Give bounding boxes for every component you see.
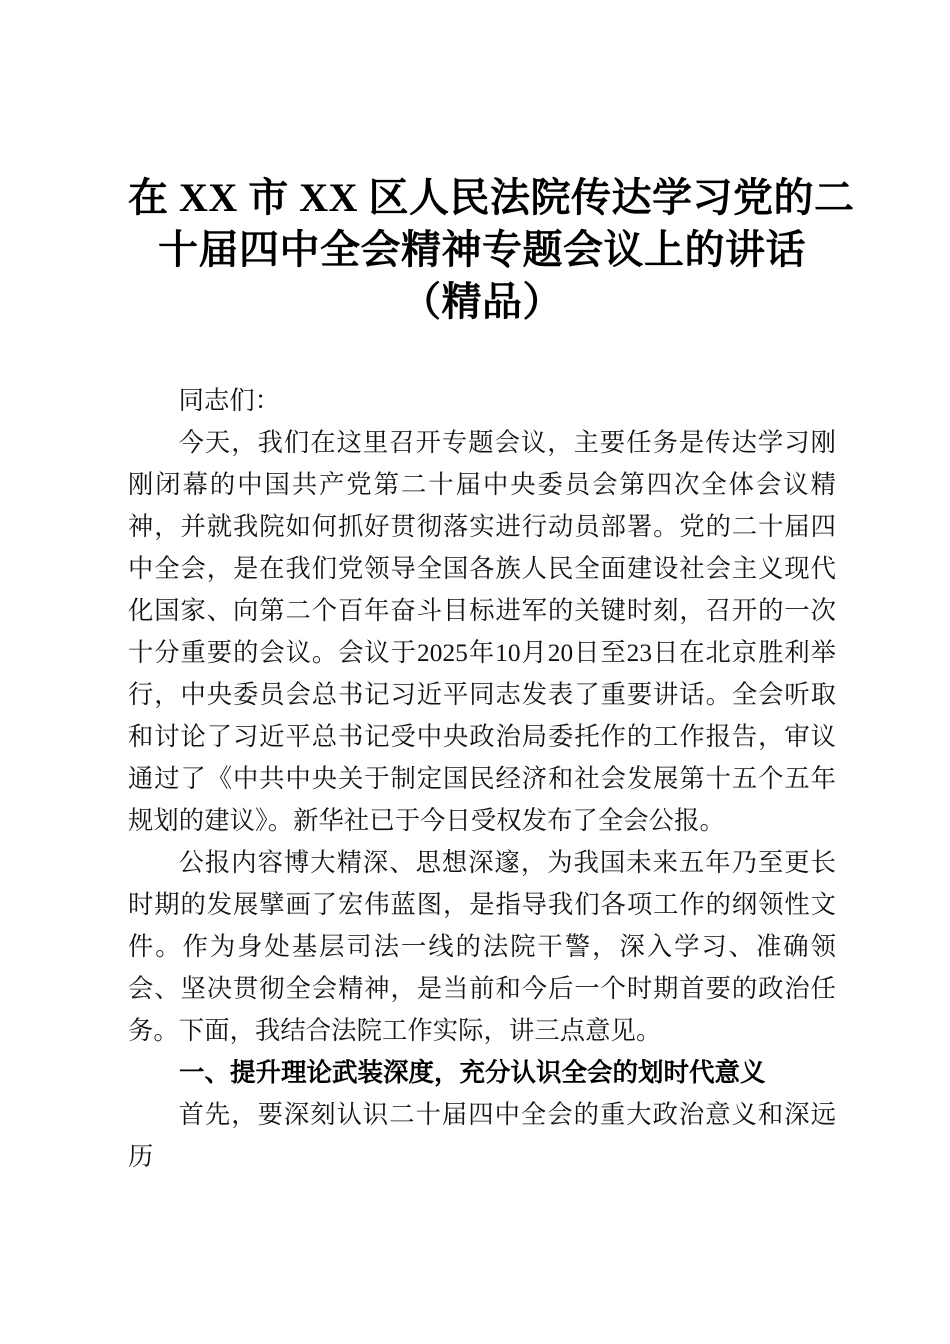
title-body-gap [128, 328, 836, 380]
salutation: 同志们： [178, 387, 281, 415]
section-heading-1: 一、提升理论武装深度，充分认识全会的划时代意义 [179, 1059, 766, 1087]
paragraph-2: 公报内容博大精深、思想深邃，为我国未来五年乃至更长时期的发展擘画了宏伟蓝图，是指导我们各项工作的纲领性文件。作为身处基层司法一线的法院干警，深入学习、准确领会、坚决贯彻全会精神，是当前和今后一个时期首要的政治任务。下面，我结合法院工作实际，讲三点意见。 [128, 849, 836, 1045]
title-line-1: 在 XX 市 XX 区人民法院传达学习党的二 [128, 175, 855, 220]
top-margin-spacer [128, 0, 836, 172]
section-1-paragraph-1: 首先，要深刻认识二十届四中全会的重大政治意义和深远历 [128, 1101, 836, 1171]
page-title [128, 172, 855, 328]
document-content [128, 0, 855, 1178]
paragraph-1: 今天，我们在这里召开专题会议，主要任务是传达学习刚刚闭幕的中国共产党第二十届中央委员会第四次全体会议精神，并就我院如何抓好贯彻落实进行动员部署。党的二十届四中全会，是在我们党领导全国各族人民全面建设社会主义现代化国家、向第二个百年奋斗目标进军的关键时刻，召开的一次十分重要的会议。会议于2025年10月20日至23日在北京胜利举行，中央委员会总书记习近平同志发表了重要讲话。全会听取和讨论了习近平总书记受中央政治局委托作的工作报告，审议通过了《中共中央关于制定国民经济和社会发展第十五个五年规划的建议》。新华社已于今日受权发布了全会公报。 [128, 429, 836, 835]
title-line-2: 十届四中全会精神专题会议上的讲话 [158, 227, 806, 272]
title-line-3: （精品） [401, 279, 563, 324]
